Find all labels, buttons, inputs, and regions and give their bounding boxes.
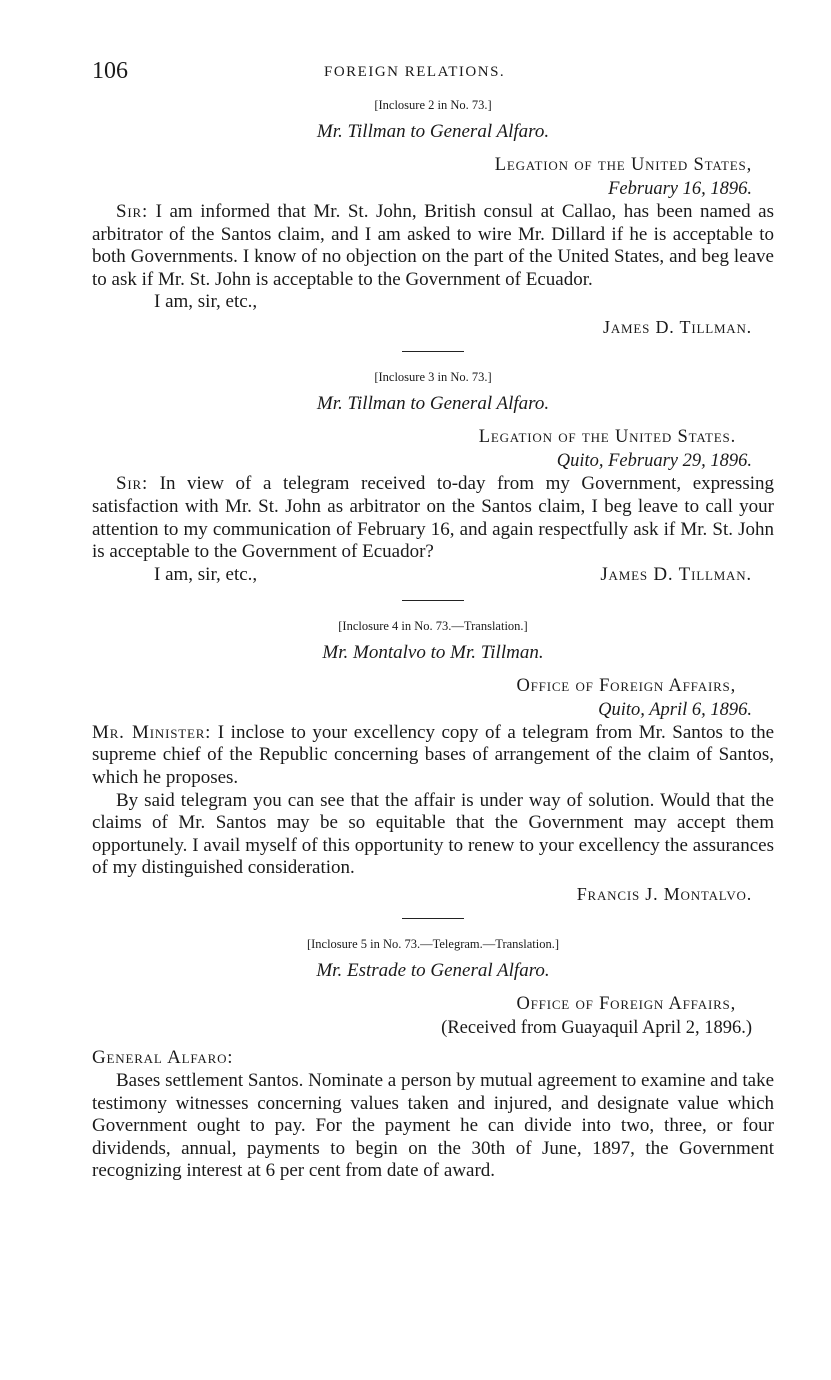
inclosure-4	[92, 619, 774, 906]
received-note: (Received from Guayaquil April 2, 1896.)	[441, 1017, 752, 1038]
inclosure-label: [Inclosure 3 in No. 73.]	[374, 370, 492, 385]
running-title: FOREIGN RELATIONS.	[324, 64, 506, 80]
letter-place: Office of Foreign Affairs,	[516, 675, 736, 696]
letter-body	[92, 201, 774, 291]
letter-signature: Francis J. Montalvo.	[576, 883, 752, 904]
letter-body-paragraph-2: By said telegram you can see that the affair is under way of solution. Would that the claims of Mr. Santos may be so equitable that the Government may accept them opportunely. I avail myself of this opportunity to renew to your excellency the assurances of my distinguished consideration.	[92, 789, 774, 879]
letter-closing: I am, sir, etc.,	[154, 563, 258, 585]
letter-body-text: I inclose to your excellency copy of a telegram from Mr. Santos to the supreme chief of the Republic concerning bases of arrangement of the claim of Santos, which he proposes.	[92, 721, 774, 788]
inclosure-2	[92, 98, 774, 339]
inclosure-label: [Inclosure 5 in No. 73.—Telegram.—Translation.]	[306, 936, 560, 951]
letter-date: Quito, April 6, 1896.	[598, 699, 752, 720]
letter-date: February 16, 1896.	[608, 179, 752, 199]
telegram-salutation: General Alfaro:	[92, 1046, 234, 1068]
page-header	[92, 58, 774, 94]
document-page	[92, 58, 774, 1183]
letter-address: Mr. Tillman to General Alfaro.	[316, 393, 550, 415]
salutation-word: Sir:	[116, 201, 149, 222]
section-divider	[402, 918, 464, 919]
section-divider	[402, 600, 464, 601]
salutation-word: Sir:	[116, 473, 149, 495]
letter-place: Legation of the United States.	[478, 427, 736, 448]
inclosure-label: [Inclosure 2 in No. 73.]	[374, 98, 492, 112]
letter-body-text: In view of a telegram received to-day from my Government, expressing satisfaction with Mr. St. John as arbitrator on the Santos claim, I beg leave to call your attention to my communication of February 16, and again respectfully ask if Mr. St. John is acceptable to the Government of Ecuador?	[92, 473, 774, 563]
letter-signature: James D. Tillman.	[603, 317, 752, 338]
letter-body	[92, 722, 774, 790]
letter-place: Legation of the United States,	[494, 155, 752, 175]
inclosure-label: [Inclosure 4 in No. 73.—Translation.]	[338, 618, 528, 633]
letter-address: Mr. Tillman to General Alfaro.	[316, 121, 550, 142]
letter-address: Mr. Montalvo to Mr. Tillman.	[322, 641, 544, 663]
letter-body	[92, 473, 774, 563]
inclosure-3	[92, 370, 774, 587]
page-number: 106	[92, 58, 128, 84]
inclosure-5	[92, 937, 774, 1183]
letter-address: Mr. Estrade to General Alfaro.	[316, 959, 550, 981]
salutation-word: Mr. Minister:	[92, 721, 212, 743]
letter-date: Quito, February 29, 1896.	[556, 451, 752, 472]
letter-place: Office of Foreign Affairs,	[516, 993, 736, 1014]
letter-closing: I am, sir, etc.,	[154, 291, 258, 313]
telegram-body: Bases settlement Santos. Nominate a person by mutual agreement to examine and take testimony witnesses concerning values taken and injured, and designate value which Government ought to pay. For the payment he can divide into two, three, or four dividends, annual, payments to begin on the 30th of June, 1897, the Government recognizing interest at 6 per cent from date of award.	[92, 1069, 774, 1182]
letter-signature: James D. Tillman.	[600, 563, 752, 585]
letter-body-text: I am informed that Mr. St. John, British consul at Callao, has been named as arbitrator of the Santos claim, and I am asked to wire Mr. Dillard if he is acceptable to both Governments. I know of no objection on the part of the United States, and beg leave to ask if Mr. St. John is acceptable to the Government of Ecuador.	[92, 201, 774, 290]
section-divider	[402, 351, 464, 352]
